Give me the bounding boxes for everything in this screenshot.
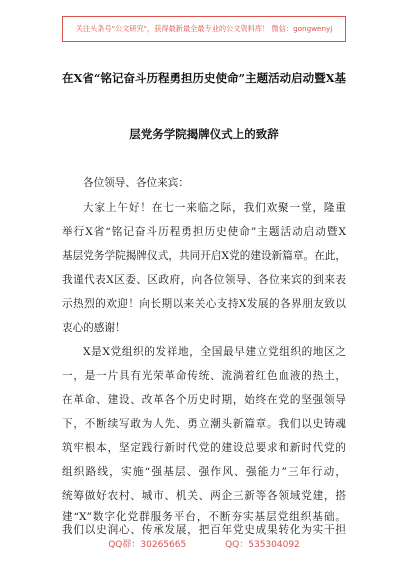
paragraph-line: 我们以史润心、传承发展，把百年党史成果转化为实干担 bbox=[62, 524, 346, 536]
paragraph-line: 一，是一片具有光荣革命传统、流淌着红色血液的热土， bbox=[62, 370, 346, 382]
paragraph-line: 在革命、建设、改革各个历史时期，始终在党的坚强领导 bbox=[62, 394, 346, 406]
footer-contact bbox=[0, 537, 408, 550]
paragraph-line: 组织路线，实施“强基层、强作风、强能力”三年行动， bbox=[62, 466, 346, 478]
salutation: 各位领导、各位来宾： bbox=[83, 177, 189, 189]
paragraph-line: 基层党务学院揭牌仪式，共同开启X党的建设新篇章。在此， bbox=[62, 250, 346, 262]
footer-qq: QQ：535304092 bbox=[225, 540, 300, 550]
footer-qq-group: QQ群：30265665 bbox=[108, 540, 187, 550]
paragraph-line: 统筹做好农村、城市、机关、两企三新等各领域党建，搭 bbox=[62, 490, 346, 502]
document-title-line-1: 在X省“铭记奋斗历程勇担历史使命”主题活动启动暨X基 bbox=[61, 71, 347, 85]
promo-banner-text: 关注头条号"公文研究"，获得最新最全最专业的公文资料库！ 微信：gongwenyj bbox=[75, 24, 333, 33]
paragraph-line: 筑牢根本，坚定践行新时代党的建设总要求和新时代党的 bbox=[62, 442, 346, 454]
paragraph-line: 示热烈的欢迎！向长期以来关心支持X发展的各界朋友致以 bbox=[62, 298, 346, 310]
promo-banner bbox=[62, 16, 346, 42]
paragraph-line: 建“X”数字化党群服务平台，不断夯实基层党组织基础。 bbox=[62, 511, 346, 523]
paragraph-line: 大家上午好！在七一来临之际，我们欢聚一堂，隆重 bbox=[83, 202, 346, 214]
paragraph-line: 我谨代表X区委、区政府，向各位领导、各位来宾的到来表 bbox=[62, 274, 346, 286]
paragraph-line: X是X党组织的发祥地，全国最早建立党组织的地区之 bbox=[83, 346, 346, 358]
paragraph-line: 衷心的感谢！ bbox=[62, 322, 126, 334]
paragraph-line: 举行X省“铭记奋斗历程勇担历史使命”主题活动启动暨X bbox=[62, 226, 346, 238]
document-title-line-2: 层党务学院揭牌仪式上的致辞 bbox=[129, 127, 279, 141]
paragraph-line: 下，不断续写敢为人先、勇立潮头新篇章。我们以史铸魂 bbox=[62, 418, 346, 430]
